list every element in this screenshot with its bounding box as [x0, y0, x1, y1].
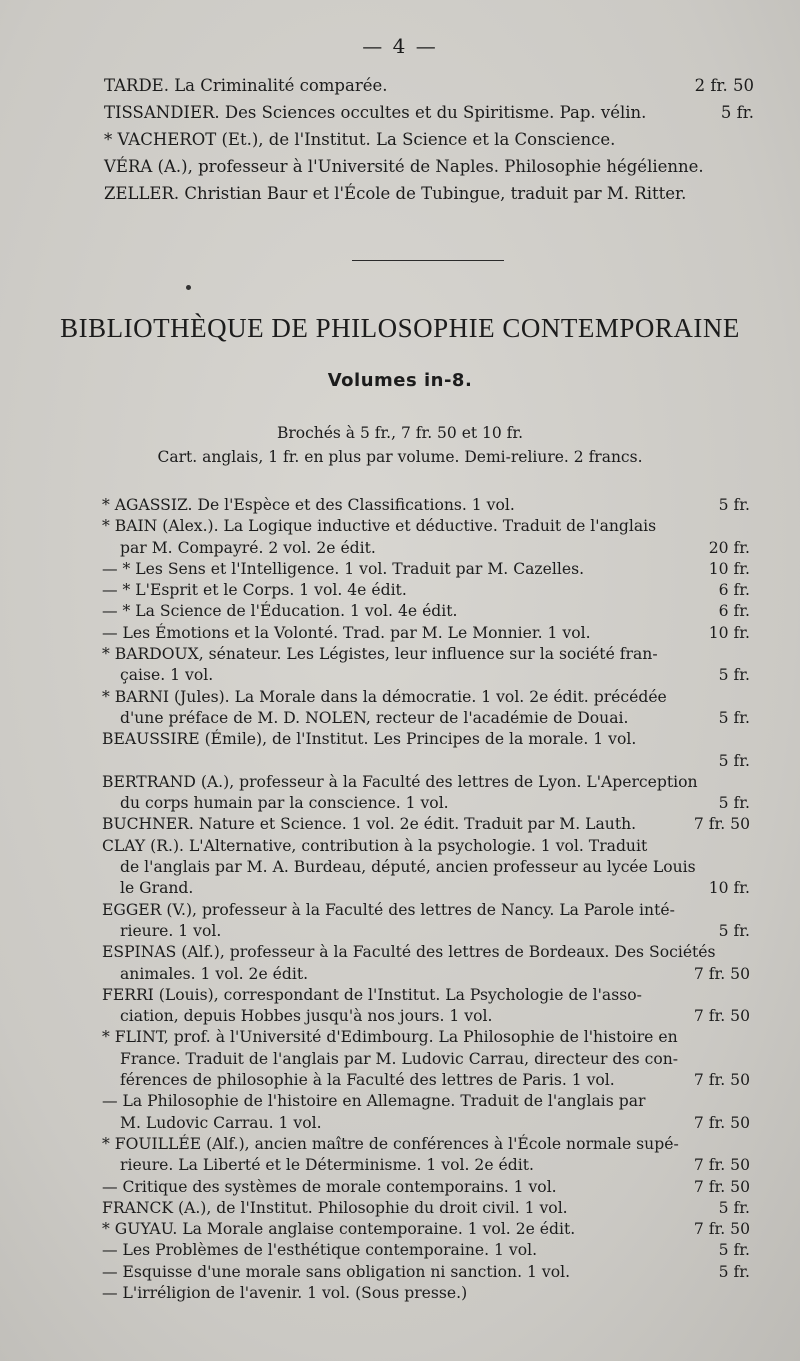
entry-price: 7 fr. 50: [693, 1113, 750, 1132]
entry-text: le Grand.: [120, 879, 194, 898]
entry-text: BERTRAND (A.), professeur à la Faculté des lettres de Lyon. L'Aperception: [102, 772, 698, 791]
entry-price: 5 fr.: [718, 1198, 750, 1217]
entry-price: 7 fr. 50: [693, 1177, 750, 1196]
entry-text: rieure. 1 vol.: [120, 921, 222, 940]
entry-line: [102, 836, 750, 857]
entry-line: [102, 1027, 750, 1048]
entry-line: [102, 878, 750, 899]
entry-price: 5 fr.: [718, 751, 750, 770]
entry-text: ESPINAS (Alf.), professeur à la Faculté des lettres de Bordeaux. Des Sociétés: [102, 943, 716, 962]
entry-text: France. Traduit de l'anglais par M. Ludovic Carrau, directeur des con-: [120, 1049, 679, 1068]
list-item: [104, 180, 754, 207]
catalog-entry: [102, 644, 750, 687]
entry-price: 7 fr. 50: [693, 815, 750, 834]
entry-line: [102, 1177, 750, 1198]
catalog-entry: [102, 1240, 750, 1261]
entry-price: 7 fr. 50: [693, 1071, 750, 1090]
entry-line: [102, 580, 750, 601]
entry-price: 5 fr.: [718, 1262, 750, 1281]
entry-price: 20 fr.: [708, 538, 750, 557]
entry-text: — * L'Esprit et le Corps. 1 vol. 4e édit.: [102, 581, 407, 600]
entry-line: [102, 601, 750, 622]
entry-line: [102, 665, 750, 686]
entry-text: CLAY (R.). L'Alternative, contribution à la psychologie. 1 vol. Traduit: [102, 836, 648, 855]
catalog-entry: [102, 559, 750, 580]
entry-text: * GUYAU. La Morale anglaise contemporaine. 1 vol. 2e édit.: [102, 1220, 576, 1239]
entry-line: [102, 1198, 750, 1219]
entry-text: ZELLER. Christian Baur et l'École de Tubingue, traduit par M. Ritter.: [104, 184, 687, 203]
entry-line: [102, 644, 750, 665]
entry-line: [102, 516, 750, 537]
entry-text: ciation, depuis Hobbes jusqu'à nos jours. 1 vol.: [120, 1007, 493, 1026]
entry-line: [102, 857, 750, 878]
catalog-entry: [102, 900, 750, 943]
page-number: — 4 —: [362, 34, 438, 58]
entry-line: [102, 900, 750, 921]
entry-price: 7 fr. 50: [693, 964, 750, 983]
catalog-entry: [102, 580, 750, 601]
entry-text: * AGASSIZ. De l'Espèce et des Classifications. 1 vol.: [102, 496, 515, 514]
list-item: [104, 126, 754, 153]
entry-line: [102, 793, 750, 814]
entry-line: [102, 1240, 750, 1261]
entry-text: M. Ludovic Carrau. 1 vol.: [120, 1113, 322, 1132]
list-item: [104, 99, 754, 126]
catalog-entry: [102, 729, 750, 772]
entry-text: * FLINT, prof. à l'Université d'Edimbourg. La Philosophie de l'histoire en: [102, 1028, 678, 1047]
catalog-entry: [102, 814, 750, 835]
entry-price: 2 fr. 50: [694, 76, 754, 95]
entry-line: [102, 1134, 750, 1155]
entry-price: 5 fr.: [718, 496, 750, 514]
entry-text: BEAUSSIRE (Émile), de l'Institut. Les Principes de la morale. 1 vol.: [102, 730, 637, 749]
entry-text: — La Philosophie de l'histoire en Allemagne. Traduit de l'anglais par: [102, 1092, 646, 1111]
catalog-entry: [102, 516, 750, 559]
section-title: BIBLIOTHÈQUE DE PHILOSOPHIE CONTEMPORAINE: [60, 313, 740, 343]
entry-text: BUCHNER. Nature et Science. 1 vol. 2e édit. Traduit par M. Lauth.: [102, 815, 637, 834]
entry-line: [102, 623, 750, 644]
previous-entries: [104, 72, 754, 207]
entry-price: 7 fr. 50: [693, 1007, 750, 1026]
entry-line: [102, 1006, 750, 1027]
catalog-entry: [102, 985, 750, 1028]
catalog-entry: [102, 1283, 750, 1304]
entry-line: [102, 1070, 750, 1091]
entry-line: [102, 921, 750, 942]
entry-line: [102, 495, 750, 516]
entry-text: * BARDOUX, sénateur. Les Légistes, leur influence sur la société fran-: [102, 645, 658, 664]
entry-text: par M. Compayré. 2 vol. 2e édit.: [120, 538, 376, 557]
price-line: Brochés à 5 fr., 7 fr. 50 et 10 fr.: [276, 424, 524, 442]
list-item: [104, 72, 754, 99]
entry-line: [102, 1283, 750, 1304]
catalog-entry: [102, 1198, 750, 1219]
entry-line: [102, 729, 750, 750]
entry-line: [102, 1113, 750, 1134]
catalog-entry: [102, 1091, 750, 1134]
price-info: [0, 421, 800, 469]
entry-price: 5 fr.: [718, 921, 750, 940]
entry-line: [102, 559, 750, 580]
price-line: Cart. anglais, 1 fr. en plus par volume. Demi-reliure. 2 francs.: [157, 448, 643, 466]
entry-text: TISSANDIER. Des Sciences occultes et du Spiritisme. Pap. vélin.: [104, 103, 647, 122]
entry-text: d'une préface de M. D. NOLEN, recteur de l'académie de Douai.: [120, 708, 629, 727]
entry-text: de l'anglais par M. A. Burdeau, député, ancien professeur au lycée Louis: [120, 858, 696, 877]
catalog-entry: [102, 1219, 750, 1240]
catalog-entry: [102, 1027, 750, 1091]
catalog-entry: [102, 1262, 750, 1283]
entry-text: çaise. 1 vol.: [120, 666, 214, 685]
entry-price: 5 fr.: [718, 794, 750, 813]
entry-text: * VACHEROT (Et.), de l'Institut. La Science et la Conscience.: [104, 130, 616, 149]
entry-text: — * La Science de l'Éducation. 1 vol. 4e édit.: [102, 602, 458, 621]
entry-line: [102, 964, 750, 985]
catalog-entry: [102, 601, 750, 622]
entry-price: 5 fr.: [718, 1241, 750, 1260]
entry-price: 5 fr.: [718, 708, 750, 727]
list-item: [104, 153, 754, 180]
catalog-entry: [102, 942, 750, 985]
entry-line: [102, 814, 750, 835]
catalog-entry: [102, 1134, 750, 1177]
section-divider: [352, 260, 504, 261]
entry-line: [102, 772, 750, 793]
section-subtitle: Volumes in-8.: [327, 370, 473, 391]
entry-text: EGGER (V.), professeur à la Faculté des lettres de Nancy. La Parole inté-: [102, 900, 675, 919]
entry-text: — Critique des systèmes de morale contemporains. 1 vol.: [102, 1177, 557, 1196]
entry-price: 5 fr.: [720, 103, 754, 122]
catalog-entry: [102, 836, 750, 900]
entry-text: FRANCK (A.), de l'Institut. Philosophie du droit civil. 1 vol.: [102, 1198, 568, 1217]
entry-text: * BARNI (Jules). La Morale dans la démocratie. 1 vol. 2e édit. précédée: [102, 687, 667, 706]
entry-text: — Les Problèmes de l'esthétique contemporaine. 1 vol.: [102, 1241, 538, 1260]
entry-price: 6 fr.: [718, 602, 750, 621]
entry-text: TARDE. La Criminalité comparée.: [104, 76, 388, 95]
entry-price: 6 fr.: [718, 581, 750, 600]
entry-text: — * Les Sens et l'Intelligence. 1 vol. Traduit par M. Cazelles.: [102, 559, 585, 578]
entry-text: VÉRA (A.), professeur à l'Université de Naples. Philosophie hégélienne.: [104, 157, 704, 176]
entry-text: FERRI (Louis), correspondant de l'Institut. La Psychologie de l'asso-: [102, 985, 642, 1004]
entry-price: 10 fr.: [708, 623, 750, 642]
catalog-entry: [102, 1177, 750, 1198]
entry-line: [102, 1091, 750, 1112]
entry-line: [102, 1155, 750, 1176]
entry-price: 5 fr.: [718, 666, 750, 685]
entry-price: 7 fr. 50: [693, 1156, 750, 1175]
entry-text: — L'irréligion de l'avenir. 1 vol. (Sous presse.): [102, 1283, 468, 1302]
catalog-entry: [102, 495, 750, 516]
entry-line: [102, 942, 750, 963]
entry-line: [102, 1049, 750, 1070]
catalog-entry: [102, 623, 750, 644]
entry-text: rieure. La Liberté et le Déterminisme. 1 vol. 2e édit.: [120, 1156, 534, 1175]
entry-line: [102, 538, 750, 559]
entry-text: * FOUILLÉE (Alf.), ancien maître de conférences à l'École normale supé-: [102, 1134, 679, 1153]
entry-text: — Les Émotions et la Volonté. Trad. par M. Le Monnier. 1 vol.: [102, 623, 591, 642]
entry-text: animales. 1 vol. 2e édit.: [120, 964, 309, 983]
entry-price: 7 fr. 50: [693, 1220, 750, 1239]
entry-line: [102, 985, 750, 1006]
entry-line: [102, 1262, 750, 1283]
ink-dot: [186, 285, 191, 290]
entry-price: 10 fr.: [708, 879, 750, 898]
catalog-entry: [102, 687, 750, 730]
entry-line: [102, 708, 750, 729]
entry-line: [102, 687, 750, 708]
entry-line: [102, 751, 750, 772]
catalog-entries: [102, 495, 750, 1304]
catalog-entry: [102, 772, 750, 815]
entry-price: 10 fr.: [708, 559, 750, 578]
entry-text: * BAIN (Alex.). La Logique inductive et déductive. Traduit de l'anglais: [102, 517, 657, 536]
entry-line: [102, 1219, 750, 1240]
entry-text: — Esquisse d'une morale sans obligation ni sanction. 1 vol.: [102, 1262, 571, 1281]
entry-text: du corps humain par la conscience. 1 vol.: [120, 794, 449, 813]
entry-text: férences de philosophie à la Faculté des lettres de Paris. 1 vol.: [120, 1071, 615, 1090]
